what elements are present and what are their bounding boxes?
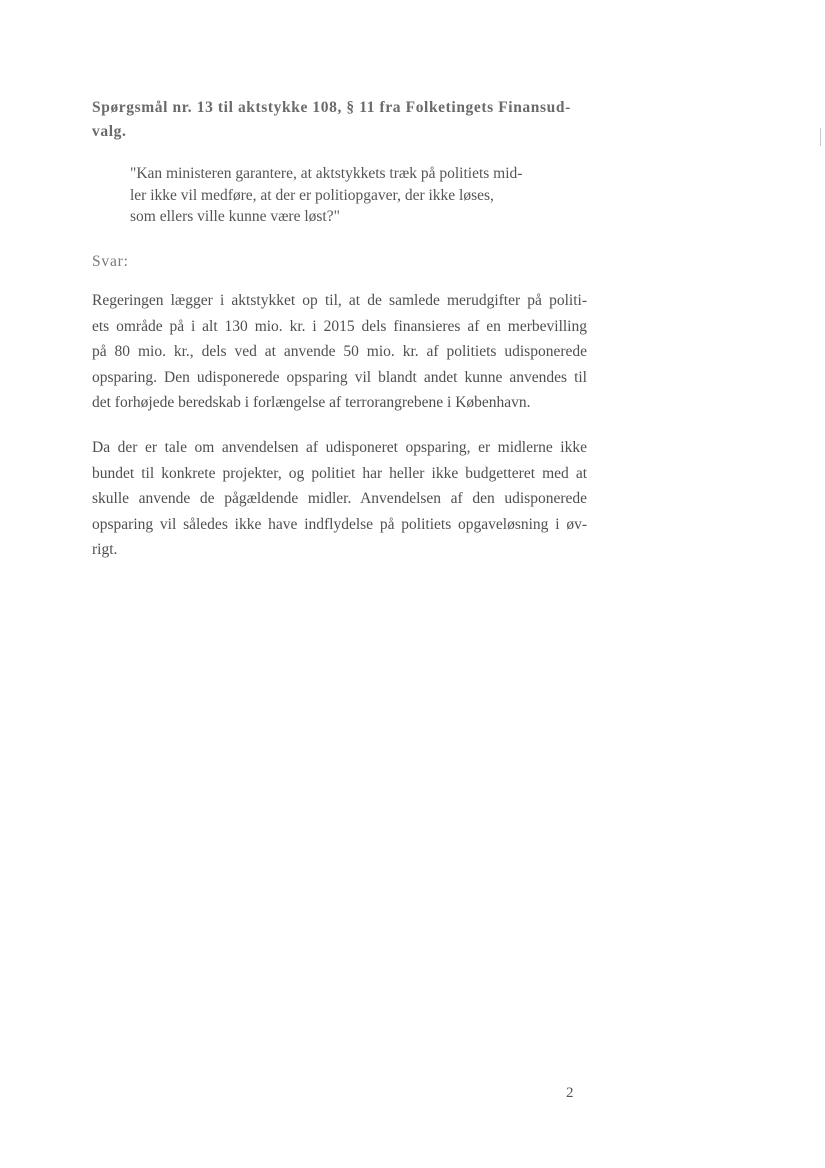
paragraph-line: opsparing. Den udisponerede opsparing vil blandt andet kunne anvendes til (92, 368, 587, 386)
paragraph-line: Regeringen lægger i aktstykket op til, at de samlede merudgifter på politi- (92, 292, 587, 309)
paragraph-line: rigt. (92, 541, 118, 558)
paragraph-line: bundet til konkrete projekter, og politiet har heller ikke budgetteret med at (92, 464, 587, 482)
paragraph-line: Da der er tale om anvendelsen af udisponeret opsparing, er midlerne ikke (92, 439, 587, 456)
paragraph-line: det forhøjede beredskab i forlængelse af terrorangrebene i København. (92, 394, 531, 411)
question-heading (92, 96, 592, 144)
heading-line: Spørgsmål nr. 13 til aktstykke 108, § 11 fra Folketingets Finansud- (92, 99, 571, 116)
answer-label: Svar: (92, 253, 129, 270)
heading-line: valg. (92, 123, 127, 140)
quote-line: "Kan ministeren garantere, at aktstykkets træk på politiets mid- (130, 165, 523, 182)
answer-paragraph-2 (92, 435, 587, 563)
page-number: 2 (566, 1085, 574, 1101)
paragraph-line: på 80 mio. kr., dels ved at anvende 50 mio. kr. af politiets udisponerede (92, 343, 587, 360)
scan-edge-mark (820, 128, 821, 146)
answer-paragraph-1 (92, 288, 587, 416)
quote-line: ler ikke vil medføre, at der er politiopgaver, der ikke løses, (130, 186, 494, 204)
quote-line: som ellers ville kunne være løst?" (130, 208, 340, 225)
question-quote (130, 163, 560, 228)
paragraph-line: skulle anvende de pågældende midler. Anvendelsen af den udisponerede (92, 490, 587, 507)
paragraph-line: opsparing vil således ikke have indflydelse på politiets opgaveløsning i øv- (92, 515, 587, 533)
paragraph-line: ets område på i alt 130 mio. kr. i 2015 dels finansieres af en merbevilling (92, 317, 587, 335)
